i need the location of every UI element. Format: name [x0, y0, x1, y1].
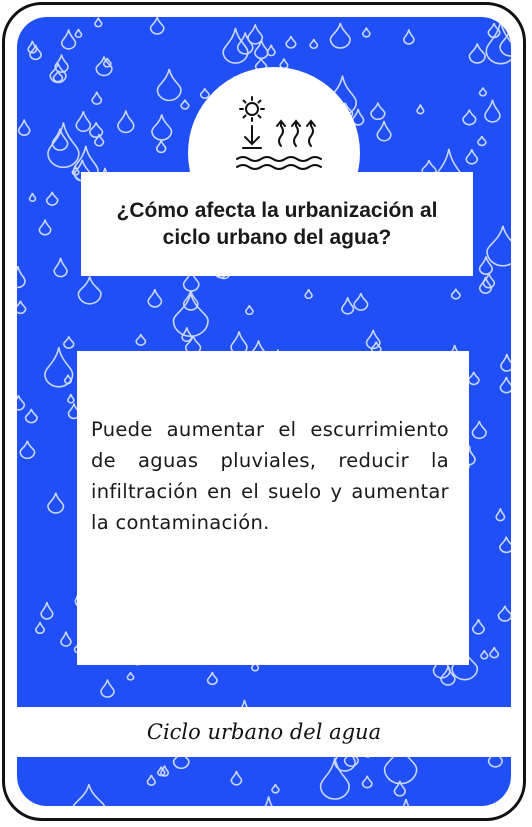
raindrop-shape [248, 24, 262, 43]
raindrop-shape [305, 289, 312, 298]
raindrop-shape [469, 372, 479, 384]
raindrop-shape [500, 28, 511, 56]
raindrop-shape [501, 354, 511, 371]
raindrop-shape [354, 293, 367, 310]
raindrop-shape [173, 293, 208, 336]
raindrop-shape [500, 377, 511, 393]
raindrop-shape [157, 69, 180, 100]
raindrop-shape [101, 680, 114, 698]
raindrop-shape [473, 619, 484, 634]
raindrop-shape [151, 17, 164, 34]
raindrop-shape [64, 336, 74, 348]
raindrop-shape [231, 771, 241, 785]
footer-band [17, 707, 511, 757]
raindrop-shape [363, 776, 372, 788]
raindrop-shape [182, 327, 191, 341]
raindrop-shape [68, 394, 74, 403]
raindrop-shape [48, 493, 64, 513]
raindrop-shape [118, 111, 134, 133]
raindrop-shape [95, 18, 102, 27]
raindrop-shape [485, 100, 500, 122]
raindrop-shape [73, 784, 106, 806]
raindrop-shape [62, 30, 76, 49]
footer-label: Ciclo urbano del agua [146, 720, 382, 744]
raindrop-shape [463, 110, 476, 125]
raindrop-shape [500, 537, 511, 553]
raindrop-shape [488, 23, 499, 37]
raindrop-shape [61, 632, 71, 646]
raindrop-shape [469, 44, 485, 63]
raindrop-shape [90, 122, 103, 137]
raindrop-shape [238, 33, 253, 54]
raindrop-shape [17, 395, 24, 409]
raindrop-shape [486, 21, 511, 64]
raindrop-shape [20, 441, 34, 459]
raindrop-shape [342, 297, 354, 314]
raindrop-shape [45, 347, 73, 387]
answer-panel [77, 351, 469, 665]
raindrop-shape [78, 277, 101, 304]
raindrop-shape [478, 136, 486, 145]
raindrop-shape [76, 111, 90, 131]
raindrop-shape [92, 92, 101, 104]
raindrop-shape [136, 334, 145, 345]
raindrop-shape [148, 289, 161, 307]
raindrop-shape [256, 796, 281, 806]
raindrop-shape [363, 28, 370, 37]
raindrop-shape [246, 305, 253, 314]
raindrop-shape [75, 29, 81, 37]
raindrop-shape [17, 301, 26, 313]
raindrop-shape [498, 606, 511, 621]
raindrop-shape [39, 220, 50, 235]
question-panel [81, 172, 473, 276]
raindrop-shape [466, 149, 477, 163]
raindrop-shape [472, 421, 486, 438]
raindrop-shape [47, 192, 58, 205]
raindrop-shape [404, 30, 414, 44]
raindrop-shape [490, 647, 498, 657]
raindrop-shape [30, 193, 36, 201]
raindrop-shape [48, 123, 79, 168]
raindrop-shape [152, 115, 172, 140]
raindrop-shape [36, 622, 44, 633]
raindrop-shape [147, 775, 155, 785]
raindrop-shape [377, 121, 391, 141]
raindrop-shape [17, 266, 25, 287]
card-background [17, 17, 511, 806]
raindrop-shape [286, 36, 296, 48]
raindrop-shape [479, 88, 486, 96]
raindrop-shape [41, 602, 53, 619]
raindrop-shape [157, 140, 166, 152]
raindrop-shape [480, 277, 492, 293]
raindrop-shape [208, 672, 217, 684]
raindrop-shape [26, 409, 37, 423]
raindrop-shape [223, 28, 248, 63]
raindrop-shape [393, 799, 418, 806]
raindrop-shape [127, 672, 133, 680]
raindrop-shape [310, 39, 317, 48]
raindrop-shape [417, 105, 424, 114]
question-text: ¿Cómo afecta la urbanización al ciclo urbano del agua? [116, 199, 438, 249]
raindrop-shape [481, 650, 488, 658]
raindrop-shape [272, 784, 279, 793]
raindrop-shape [54, 258, 67, 277]
answer-text: Puede aumentar el escurrimiento de aguas pluviales, reducir la infiltración en el suelo y aumentar la contaminación. [91, 418, 449, 534]
trivia-card [2, 2, 526, 821]
raindrop-shape [330, 23, 350, 48]
raindrop-shape [19, 120, 30, 136]
raindrop-shape [371, 103, 385, 120]
raindrop-shape [452, 289, 460, 299]
raindrop-shape [487, 226, 511, 266]
raindrop-shape [496, 508, 504, 520]
